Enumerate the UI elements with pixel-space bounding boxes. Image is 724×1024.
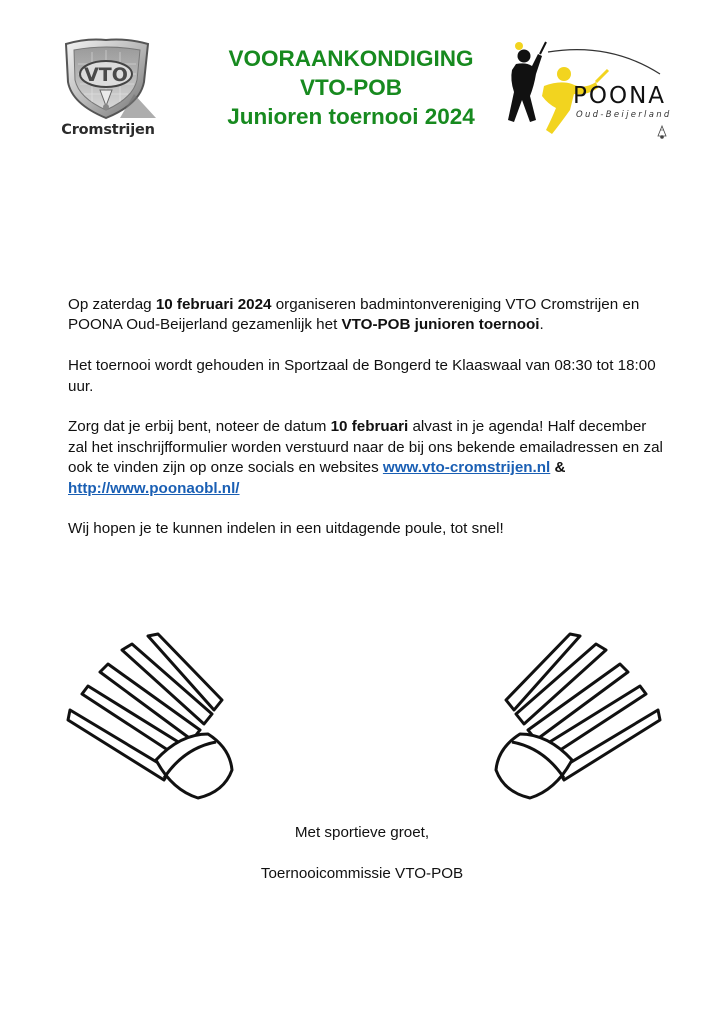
announcement-title <box>175 44 527 131</box>
shuttlecock-icon <box>488 630 668 810</box>
paragraph-registration: Zorg dat je erbij bent, noteer de datum 10 februari alvast in je agenda! Half december zal het inschrijfformulier worden verstuurd naar de bij ons bekende emailadressen en zal ook te vinden zijn op onze socials en websites www.vto-cromstrijen.nl & http://www.poonaobl.nl/ <box>68 418 663 497</box>
vto-website-link[interactable]: www.vto-cromstrijen.nl <box>382 459 551 477</box>
poona-logo <box>500 34 710 146</box>
poona-subtitle: Oud-Beijerland <box>576 110 672 120</box>
shuttlecock-icon <box>60 630 240 810</box>
poona-website-link[interactable]: http://www.poonaobl.nl/ <box>68 479 240 497</box>
title-line-2: VTO-POB <box>299 75 403 100</box>
save-the-date: 10 februari <box>330 418 409 436</box>
paragraph-location: Het toernooi wordt gehouden in Sportzaal de Bongerd te Klaaswaal van 08:30 tot 18:00 uur. <box>68 357 656 395</box>
event-name: VTO-POB junioren toernooi <box>341 316 540 334</box>
closing-greeting: Met sportieve groet, <box>294 824 430 841</box>
club-name: Cromstrijen <box>61 122 155 138</box>
title-line-1: VOORAANKONDIGING <box>228 46 474 71</box>
paragraph-closing: Wij hopen je te kunnen indelen in een uitdagende poule, tot snel! <box>68 520 504 538</box>
paragraph-date: Op zaterdag 10 februari 2024 organiseren badmintonvereniging VTO Cromstrijen en POONA Oud-Beijerland gezamenlijk het VTO-POB junioren toernooi. <box>68 296 640 334</box>
closing-signature: Toernooicommissie VTO-POB <box>260 865 464 882</box>
event-date: 10 februari 2024 <box>155 296 272 313</box>
svg-text:VTO: VTO <box>84 64 128 86</box>
title-line-3: Junioren toernooi 2024 <box>227 104 475 129</box>
poona-name: POONA <box>573 83 667 109</box>
announcement-body <box>68 295 668 560</box>
vto-cromstrijen-logo <box>56 34 160 146</box>
